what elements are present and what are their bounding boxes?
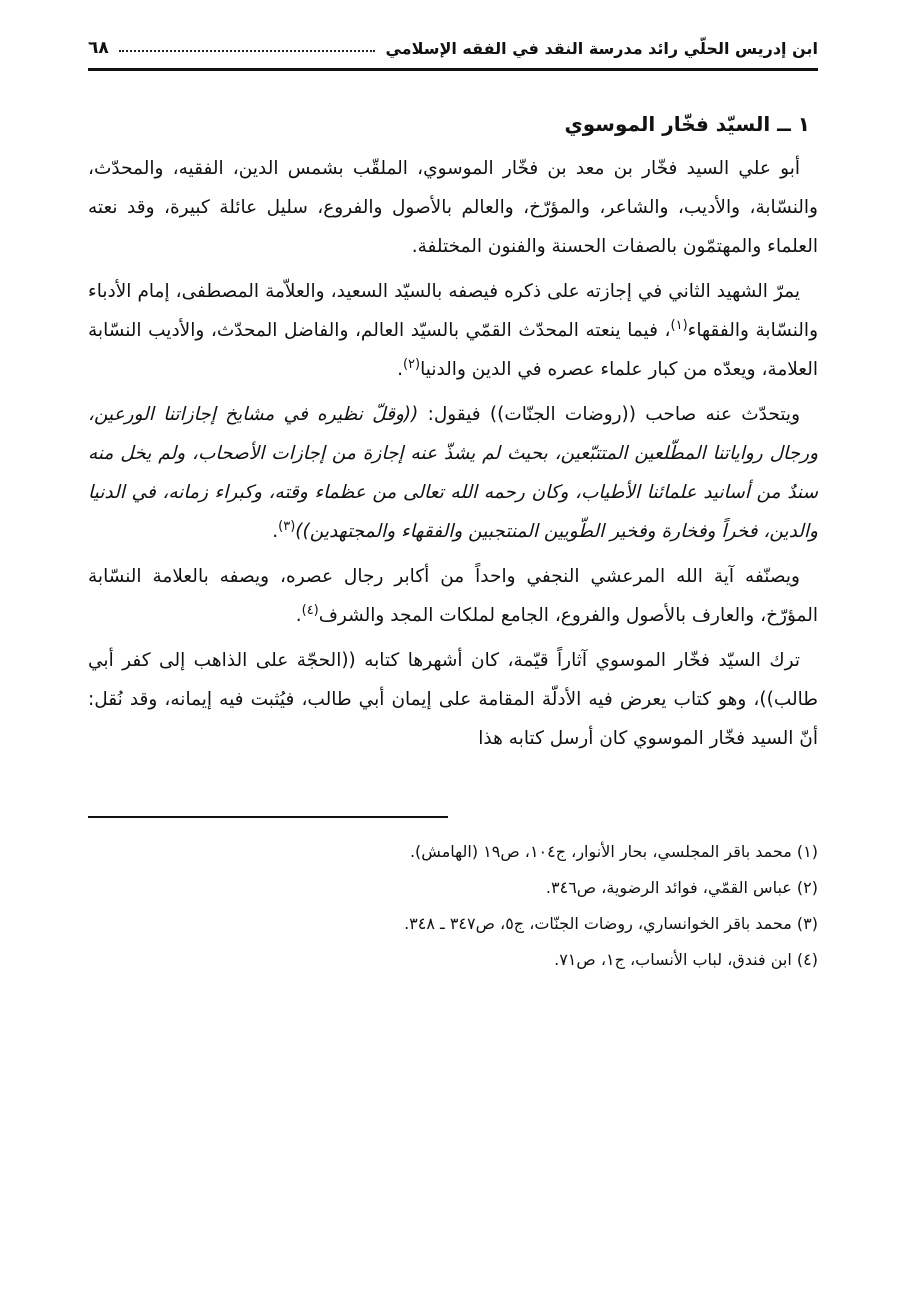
footnote-mark-4: (٤) xyxy=(301,602,319,618)
footnote-1: (١) محمد باقر المجلسي، بحار الأنوار، ج١٠٤، ص١٩ (الهامش). xyxy=(409,842,818,861)
footnote-mark-1: (١) xyxy=(670,317,688,333)
footnote-4: (٤) ابن فندق، لباب الأنساب، ج١، ص٧١. xyxy=(554,950,818,969)
footnote-mark-2: (٢) xyxy=(402,356,421,372)
footnote-rule xyxy=(88,816,448,818)
quoted-passage: ((وقلّ نظيره في مشايخ إجازاتنا الورعين، ورجال رواياتنا المطّلعين المتتبّعين، بحيث لم يشذّ عنه إجازة من إجازات الأصحاب، ولم يخل منه سندٌ من أسانيد علمائنا الأطياب، وكان رحمه الله تعالى من عظماء وقته، وكبراء زمانه، في الدنيا والدين، فخراً وفخارة وفخير الطّويين المنتجبين والفقهاء والمجتهدين)) xyxy=(88,404,818,542)
header-leader-dots xyxy=(119,50,376,52)
paragraph-text: ترك السيّد فخّار الموسوي آثاراً قيّمة، كان أشهرها كتابه ((الحجّة على الذاهب إلى كفر أبي طالب))، وهو كتاب يعرض فيه الأدلّة المقامة على إيمان أبي طالب، فيُثبت فيه إيمانه، وقد نُقل: أنّ السيد فخّار الموسوي كان أرسل كتابه هذا xyxy=(88,650,818,749)
paragraph-text: . xyxy=(295,605,302,626)
paragraph-text: ويصنّفه آية الله المرعشي النجفي واحداً من أكابر رجال عصره، ويصفه بالعلامة النسّابة المؤرّخ، والعارف بالأصول والفروع، الجامع لملكات المجد والشرف xyxy=(88,566,818,626)
paragraph-2 xyxy=(88,272,818,389)
page-number: ٦٨ xyxy=(88,38,109,58)
paragraph-5 xyxy=(88,641,818,758)
paragraph-text: . xyxy=(272,521,279,542)
paragraph-1 xyxy=(88,149,818,266)
footnote-3: (٣) محمد باقر الخوانساري، روضات الجنّات، ج٥، ص٣٤٧ ـ ٣٤٨. xyxy=(404,914,818,933)
section-title: ١ ــ السيّد فخّار الموسوي xyxy=(564,112,810,136)
paragraph-text: . xyxy=(397,359,403,380)
paragraph-text: يمرّ الشهيد الثاني في إجازته على ذكره فيصفه بالسيّد السعيد، والعلاّمة المصطفى، إمام الأدباء والنسّابة والفقهاء xyxy=(88,281,818,341)
footnote-2: (٢) عباس القمّي، فوائد الرضوية، ص٣٤٦. xyxy=(545,878,818,897)
header-rule xyxy=(88,68,818,71)
footnote-mark-3: (٣) xyxy=(278,518,296,534)
running-header xyxy=(88,30,818,66)
paragraph-4 xyxy=(88,557,818,635)
running-title: ابن إدريس الحلّي رائد مدرسة النقد في الفقه الإسلامي xyxy=(385,38,818,58)
page xyxy=(88,30,818,978)
paragraph-text: أبو علي السيد فخّار بن معد بن فخّار الموسوي، الملقّب بشمس الدين، الفقيه، والمحدّث، والنسّابة، والأديب، والشاعر، والمؤرّخ، والعالم بالأصول والفروع، سليل عائلة كبيرة، وقد نعته العلماء والمهتمّون بالصفات الحسنة والفنون المختلفة. xyxy=(88,158,818,257)
paragraph-text: ، فيما ينعته المحدّث القمّي بالسيّد العالم، والفاضل المحدّث، والأديب النسّابة العلامة، ويعدّه من كبار علماء عصره في الدين والدنيا xyxy=(88,320,818,380)
paragraph-3 xyxy=(88,395,818,551)
footnotes xyxy=(88,834,818,978)
paragraph-text: ويتحدّث عنه صاحب ((روضات الجنّات)) فيقول: xyxy=(418,404,801,425)
